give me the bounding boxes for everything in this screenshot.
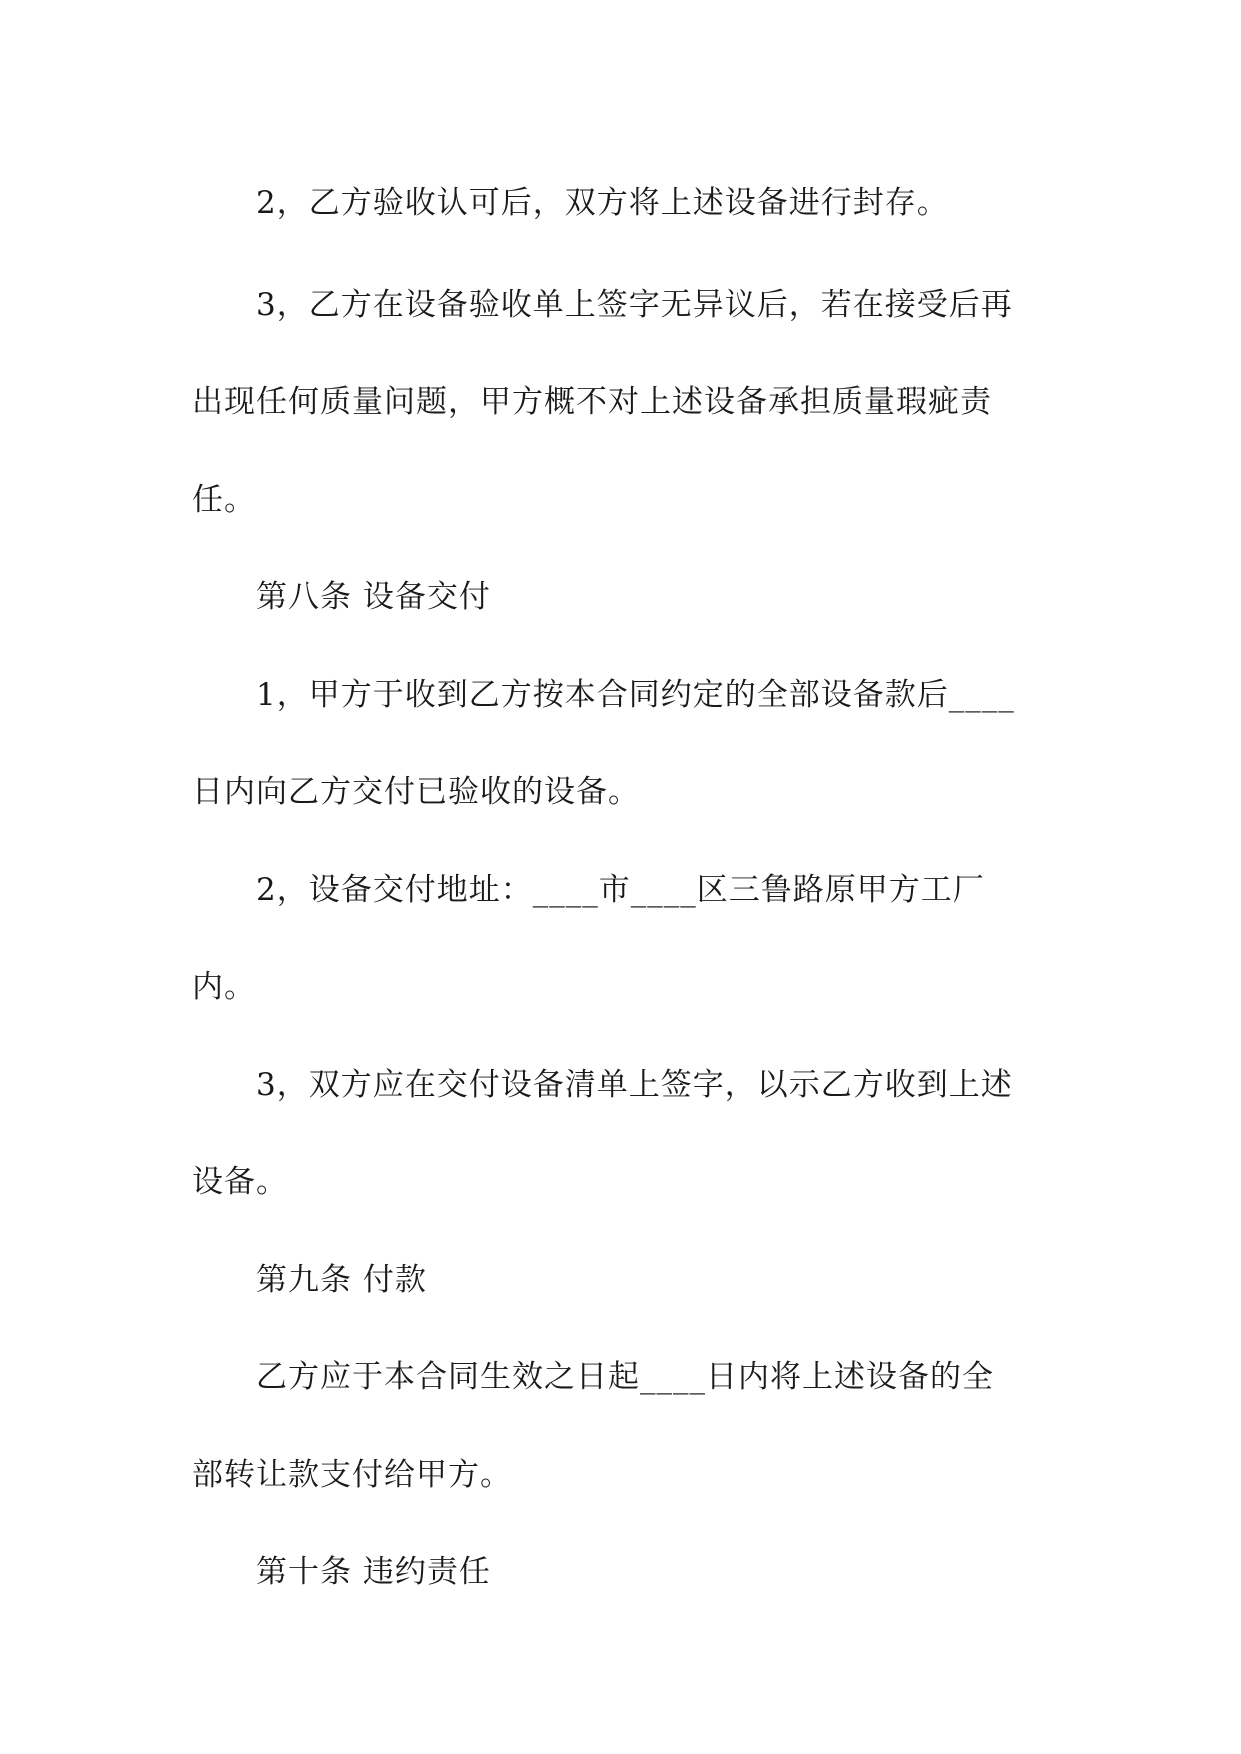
clause-9-body-line-2: 部转让款支付给甲方。 bbox=[192, 1457, 512, 1493]
clause-8-item-3-line-2: 设备。 bbox=[192, 1164, 288, 1200]
clause-7-item-3-line-3: 任。 bbox=[192, 482, 256, 518]
clause-10-heading: 第十条 违约责任 bbox=[256, 1554, 491, 1590]
clause-8-item-1-line-1: 1，甲方于收到乙方按本合同约定的全部设备款后____ bbox=[256, 677, 1015, 713]
clause-7-item-3-line-1: 3，乙方在设备验收单上签字无异议后，若在接受后再 bbox=[256, 287, 1013, 323]
clause-9-body-line-1: 乙方应于本合同生效之日起____日内将上述设备的全 bbox=[256, 1359, 994, 1395]
clause-8-heading: 第八条 设备交付 bbox=[256, 579, 491, 615]
clause-8-item-1-line-2: 日内向乙方交付已验收的设备。 bbox=[192, 774, 640, 810]
clause-9-heading: 第九条 付款 bbox=[256, 1262, 427, 1298]
clause-8-item-2-line-2: 内。 bbox=[192, 969, 256, 1005]
clause-8-item-3-line-1: 3，双方应在交付设备清单上签字，以示乙方收到上述 bbox=[256, 1067, 1013, 1103]
clause-8-item-2-line-1: 2，设备交付地址：____市____区三鲁路原甲方工厂 bbox=[256, 872, 985, 908]
clause-7-item-2: 2，乙方验收认可后，双方将上述设备进行封存。 bbox=[256, 185, 949, 221]
clause-7-item-3-line-2: 出现任何质量问题，甲方概不对上述设备承担质量瑕疵责 bbox=[192, 384, 992, 420]
